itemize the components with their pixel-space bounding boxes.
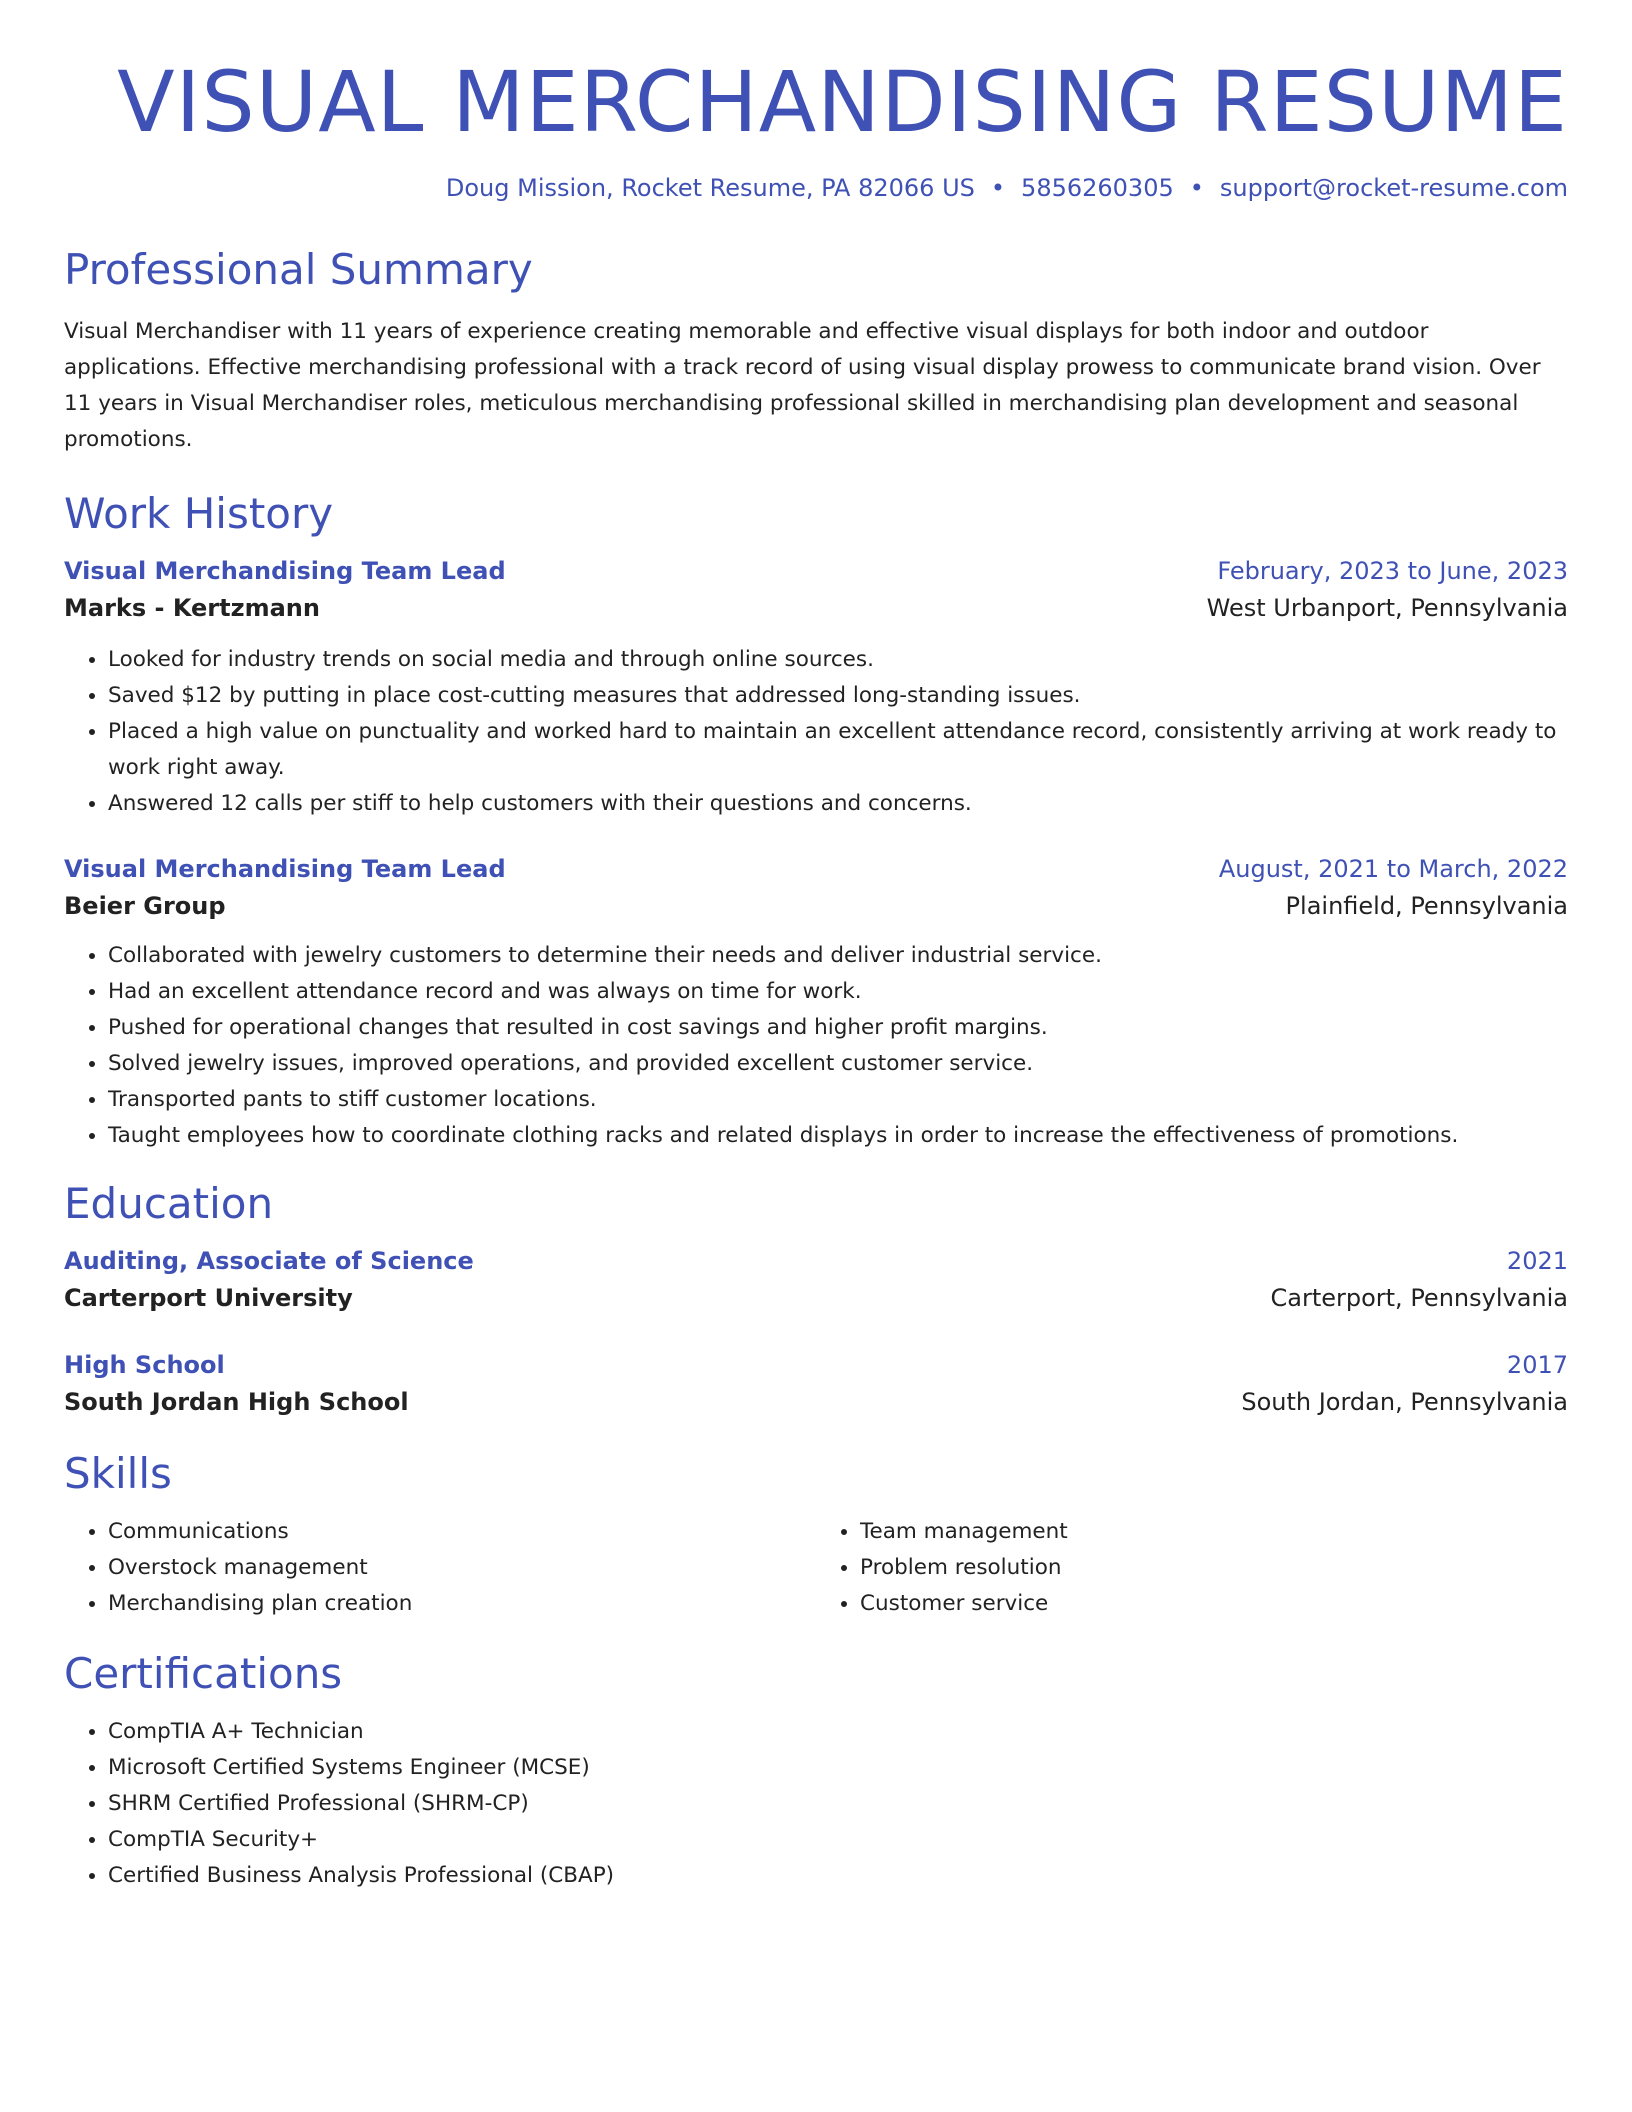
certification-item: • SHRM Certified Professional (SHRM-CP) [108,1786,1568,1822]
job-location: West Urbanport, Pennsylvania [1206,594,1568,622]
summary-text: Visual Merchandiser with 11 years of experience creating memorable and effective visual displays for both indoor and outdoor applications. Effective merchandising professional with a track record of using visual display prowess to communicate brand vision. Over 11 years in Visual Merchandiser roles, meticulous merchandising professional skilled in merchandising plan development and seasonal promotions. [64,319,1541,452]
job-bullet: • Saved $12 by putting in place cost-cutting measures that addressed long-standing issues. [108,678,1568,714]
skill-item: • Communications [108,1514,816,1550]
job-bullet: • Pushed for operational changes that resulted in cost savings and higher profit margins. [108,1010,1568,1046]
job-bullet: • Collaborated with jewelry customers to determine their needs and deliver industrial service. [108,938,1568,974]
education-degree: Auditing, Associate of Science [64,1247,474,1275]
education-entry [64,1244,1568,1318]
work-history-heading: Work History [64,489,334,538]
certification-item: • CompTIA Security+ [108,1822,1568,1858]
contact-line [64,172,1568,204]
job-entry [64,852,1568,1154]
contact-separator: • [1189,174,1204,202]
education-header-row [64,1348,1568,1382]
education-location: South Jordan, Pennsylvania [1241,1388,1568,1416]
skill-item: • Problem resolution [860,1550,1568,1586]
job-bullet: • Transported pants to stiff customer locations. [108,1082,1568,1118]
job-header-row [64,554,1568,588]
job-location: Plainfield, Pennsylvania [1285,892,1568,920]
job-header-row [64,852,1568,886]
education-entry [64,1348,1568,1422]
job-company: Marks - Kertzmann [64,594,320,622]
job-company-row [64,886,1568,926]
skills-grid [64,1514,1568,1622]
resume-title: VISUAL MERCHANDISING RESUME [117,53,1568,151]
education-school-row [64,1382,1568,1422]
job-company: Beier Group [64,892,226,920]
skill-item: • Customer service [860,1586,1568,1622]
education-year: 2017 [1506,1351,1568,1379]
certifications-heading: Certifications [64,1649,343,1698]
job-title: Visual Merchandising Team Lead [64,855,506,883]
education-school-row [64,1278,1568,1318]
education-header-row [64,1244,1568,1278]
skills-list-right [816,1514,1568,1622]
skill-item: • Overstock management [108,1550,816,1586]
resume-page [64,52,1568,1894]
contact-address: Doug Mission, Rocket Resume, PA 82066 US [445,174,975,202]
skills-list-left [64,1514,816,1622]
job-bullet: • Solved jewelry issues, improved operations, and provided excellent customer service. [108,1046,1568,1082]
job-dates: August, 2021 to March, 2022 [1218,855,1568,883]
skill-item: • Merchandising plan creation [108,1586,816,1622]
education-year: 2021 [1506,1247,1568,1275]
job-bullets [64,938,1568,1154]
certification-item: • CompTIA A+ Technician [108,1714,1568,1750]
job-bullet: • Answered 12 calls per stiff to help customers with their questions and concerns. [108,786,1568,822]
education-location: Carterport, Pennsylvania [1270,1284,1568,1312]
job-entry [64,554,1568,822]
skill-item: • Team management [860,1514,1568,1550]
education-heading: Education [64,1179,274,1228]
job-bullet: • Looked for industry trends on social media and through online sources. [108,642,1568,678]
job-bullet: • Taught employees how to coordinate clothing racks and related displays in order to increase the effectiveness of promotions. [108,1118,1568,1154]
job-company-row [64,588,1568,628]
education-degree: High School [64,1351,225,1379]
certification-item: • Microsoft Certified Systems Engineer (MCSE) [108,1750,1568,1786]
contact-phone[interactable]: 5856260305 [1021,174,1174,202]
job-bullet: • Had an excellent attendance record and was always on time for work. [108,974,1568,1010]
certifications-list [64,1714,1568,1894]
job-dates: February, 2023 to June, 2023 [1217,557,1568,585]
contact-email[interactable]: support@rocket-resume.com [1219,174,1568,202]
job-title: Visual Merchandising Team Lead [64,557,506,585]
summary-heading: Professional Summary [64,245,533,294]
job-bullet: • Placed a high value on punctuality and worked hard to maintain an excellent attendance record, consistently arriving at work ready to work right away. [108,714,1568,786]
education-school: South Jordan High School [64,1388,409,1416]
contact-separator: • [990,174,1006,202]
education-school: Carterport University [64,1284,353,1312]
skills-heading: Skills [64,1449,172,1498]
job-bullets [64,642,1568,822]
certification-item: • Certified Business Analysis Professional (CBAP) [108,1858,1568,1894]
